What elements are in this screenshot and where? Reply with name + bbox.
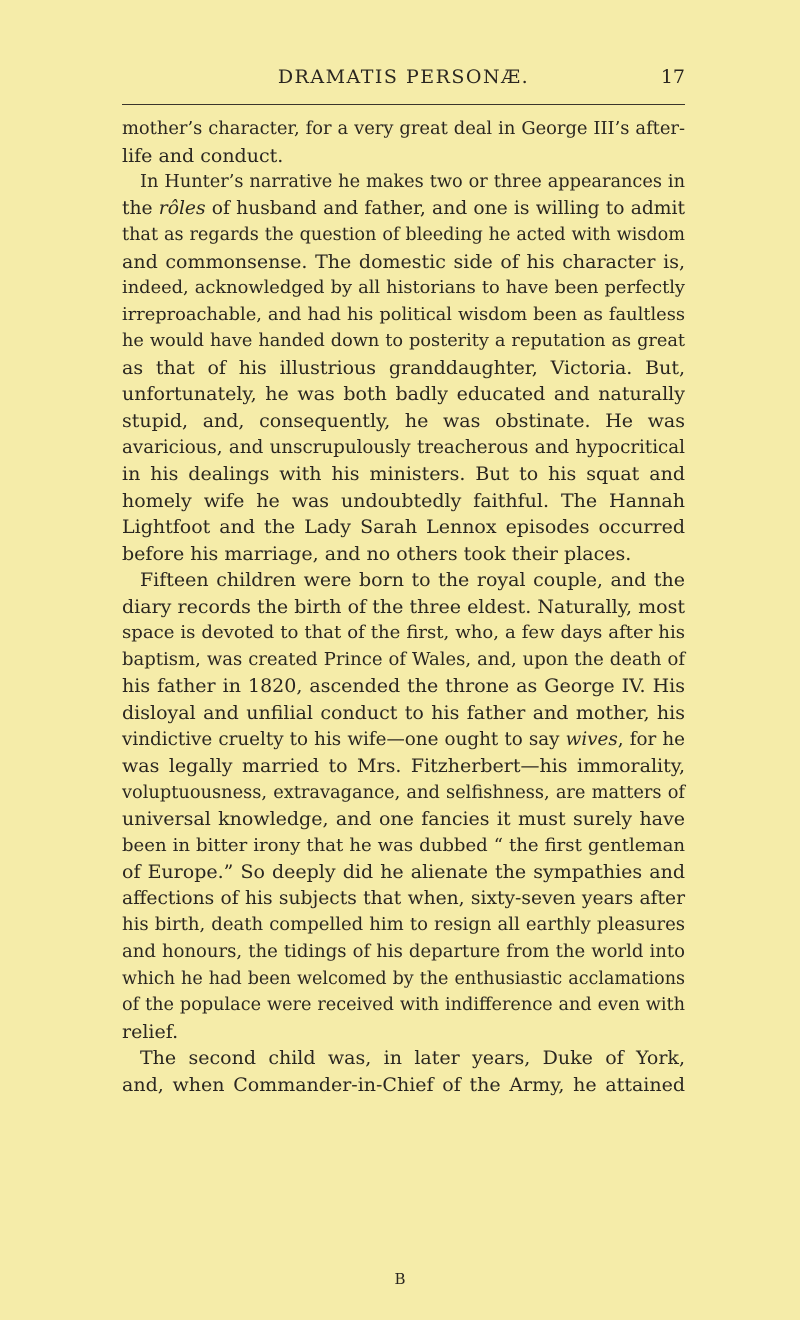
text-line: mother’s character, for a very great deal in George III’s after- xyxy=(122,118,685,139)
text-line: of Europe.” So deeply did he alienate the sympathies and xyxy=(122,861,685,884)
text-line: that as regards the question of bleeding he acted with wisdom xyxy=(122,225,685,246)
running-title: DRAMATIS PERSONÆ. xyxy=(277,66,530,88)
text-line: In Hunter’s narrative he makes two or three appearances in xyxy=(140,172,685,193)
text-line: his father in 1820, ascended the throne as George IV. His xyxy=(122,675,685,698)
text-line: avaricious, and unscrupulously treacherous and hypocritical xyxy=(122,436,685,458)
text-line: baptism, was created Prince of Wales, and, upon the death of xyxy=(122,648,685,670)
text-line: vindictive cruelty to his wife—one ought to say wives, for he xyxy=(122,728,686,750)
text-line: before his marriage, and no others took their places. xyxy=(122,542,632,565)
text-line: was legally married to Mrs. Fitzherbert—his immorality, xyxy=(122,755,685,778)
text-line: homely wife he was undoubtedly faithful. The Hannah xyxy=(122,489,685,512)
page-number: 17 xyxy=(660,66,685,88)
running-head xyxy=(122,62,685,92)
text-line: of the populace were received with indifference and even with xyxy=(122,995,685,1016)
text-line: irreproachable, and had his political wisdom been as faultless xyxy=(122,303,685,325)
text-line: life and conduct. xyxy=(122,144,284,167)
text-line: universal knowledge, and one fancies it must surely have xyxy=(122,808,685,831)
text-line: diary records the birth of the three eldest. Naturally, most xyxy=(122,595,685,618)
text-line: Fifteen children were born to the royal couple, and the xyxy=(140,569,685,592)
text-line: the rôles of husband and father, and one is willing to admit xyxy=(122,197,685,219)
text-line: relief. xyxy=(122,1020,179,1043)
text-line: and honours, the tidings of his departure from the world into xyxy=(122,940,685,962)
header-rule xyxy=(122,104,685,105)
text-line: space is devoted to that of the first, who, a few days after his xyxy=(122,622,685,644)
text-line: affections of his subjects that when, sixty-seven years after xyxy=(122,887,685,909)
text-line: which he had been welcomed by the enthusiastic acclamations xyxy=(122,968,685,989)
text-line: stupid, and, consequently, he was obstinate. He was xyxy=(122,410,685,433)
text-line: he would have handed down to posterity a reputation as great xyxy=(122,331,685,352)
text-line: unfortunately, he was both badly educated and naturally xyxy=(122,383,685,406)
text-line: as that of his illustrious granddaughter, Victoria. But, xyxy=(122,356,685,379)
text-line: The second child was, in later years, Duke of York, xyxy=(140,1047,685,1070)
text-line: indeed, acknowledged by all historians to have been perfectly xyxy=(122,277,685,299)
text-line: disloyal and unfilial conduct to his father and mother, his xyxy=(122,702,685,725)
text-line: and commonsense. The domestic side of his character is, xyxy=(122,250,685,273)
text-line: and, when Commander-in-Chief of the Army, he attained xyxy=(122,1073,685,1096)
text-line: voluptuousness, extravagance, and selfishness, are matters of xyxy=(122,781,685,803)
body-text xyxy=(122,116,685,1098)
text-line: been in bitter irony that he was dubbed “ the first gentleman xyxy=(122,834,685,856)
text-line: in his dealings with his ministers. But to his squat and xyxy=(122,463,685,486)
signature-mark: B xyxy=(394,1270,406,1288)
text-line: his birth, death compelled him to resign all earthly pleasures xyxy=(122,914,685,936)
text-line: Lightfoot and the Lady Sarah Lennox episodes occurred xyxy=(122,516,685,539)
